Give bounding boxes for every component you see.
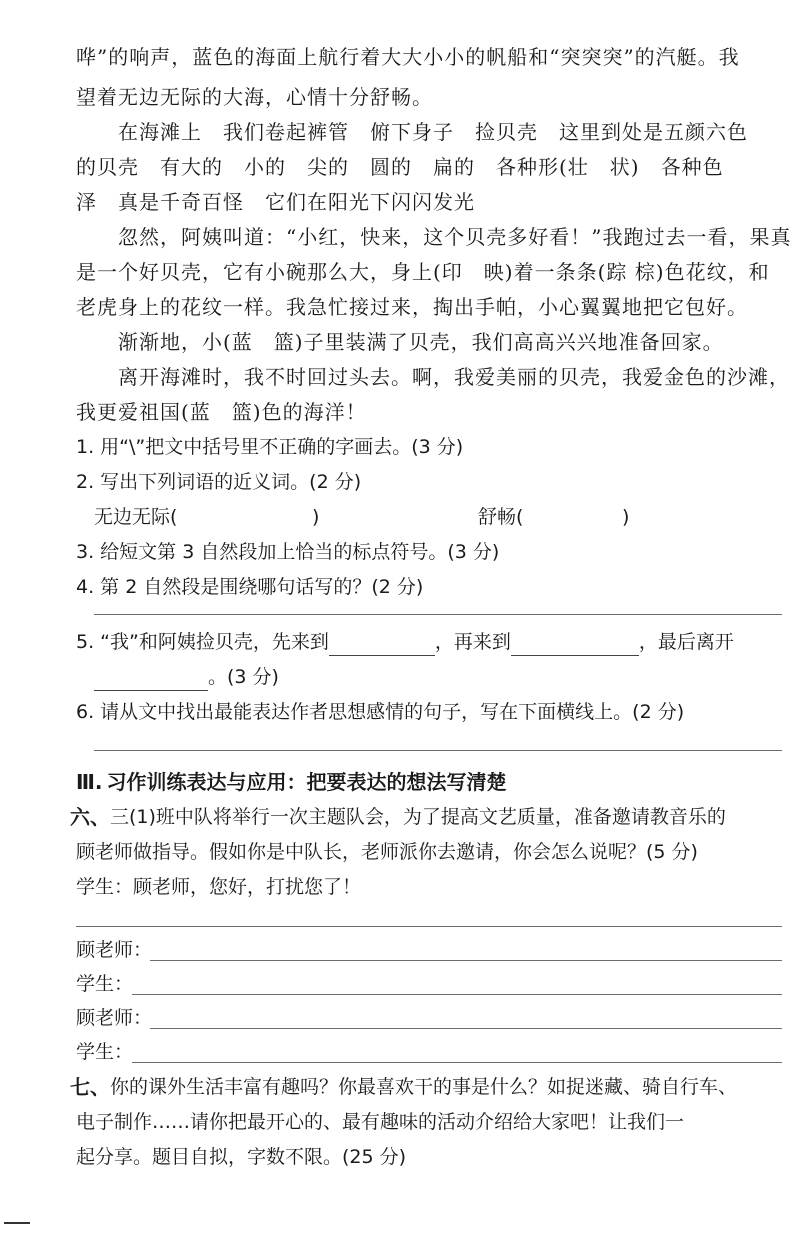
task-7-line-2: 电子制作……请你把最开心的、最有趣味的活动介绍给大家吧！让我们一 bbox=[76, 1111, 685, 1133]
task-7-number: 七、 bbox=[70, 1075, 110, 1099]
answer-line-q6[interactable] bbox=[94, 750, 782, 751]
question-2: 2. 写出下列词语的近义词。(2 分) bbox=[76, 471, 362, 493]
question-5-part4: 。(3 分) bbox=[208, 666, 279, 688]
question-5-part3: ，最后离开 bbox=[638, 631, 734, 653]
question-4: 4. 第 2 自然段是围绕哪句话写的？(2 分) bbox=[76, 576, 424, 598]
answer-blank-q5-first[interactable] bbox=[329, 633, 435, 656]
section-3-heading bbox=[76, 768, 507, 796]
answer-line-q4[interactable] bbox=[94, 614, 782, 615]
story-line-6: 忽然，阿姨叫道：“小红，快来，这个贝壳多好看！”我跑过去一看，果真 bbox=[118, 225, 792, 249]
synonym-close-2: ) bbox=[622, 506, 630, 528]
synonym-word-1: 无边无际( bbox=[94, 506, 178, 528]
story-line-5: 泽 真是千奇百怪 它们在阳光下闪闪发光 bbox=[76, 190, 475, 214]
task-6-number: 六、 bbox=[70, 805, 110, 829]
story-line-9: 渐渐地，小(蓝 篮)子里装满了贝壳，我们高高兴兴地准备回家。 bbox=[118, 330, 724, 354]
synonym-word-2: 舒畅( bbox=[478, 506, 524, 528]
story-line-2: 望着无边无际的大海，心情十分舒畅。 bbox=[76, 85, 433, 109]
answer-blank-q5-second[interactable] bbox=[511, 633, 639, 656]
section-3-numeral: Ⅲ. bbox=[76, 770, 103, 794]
dialogue-answer-line-2[interactable] bbox=[150, 960, 782, 961]
task-7-line-1: 你的课外生活丰富有趣吗？你最喜欢干的事是什么？如捉迷藏、骑自行车、 bbox=[110, 1076, 738, 1098]
story-line-7: 是一个好贝壳，它有小碗那么大，身上(印 映)着一条条(踪 棕)色花纹，和 bbox=[76, 260, 770, 284]
question-5-part1: 5. “我”和阿姨捡贝壳，先来到 bbox=[76, 631, 329, 653]
story-line-10: 离开海滩时，我不时回过头去。啊，我爱美丽的贝壳，我爱金色的沙滩， bbox=[118, 365, 790, 389]
question-5-cont bbox=[94, 663, 279, 691]
dialogue-answer-line-4[interactable] bbox=[150, 1028, 782, 1029]
teacher-label-1: 顾老师： bbox=[76, 939, 153, 961]
task-7-line-3: 起分享。题目自拟，字数不限。(25 分) bbox=[76, 1146, 407, 1168]
story-line-4: 的贝壳 有大的 小的 尖的 圆的 扁的 各种形(壮 状) 各种色 bbox=[76, 155, 724, 179]
synonym-close-1: ) bbox=[312, 506, 320, 528]
story-line-3: 在海滩上 我们卷起裤管 俯下身子 捡贝壳 这里到处是五颜六色 bbox=[118, 120, 748, 144]
teacher-label-2: 顾老师： bbox=[76, 1007, 153, 1029]
answer-blank-q5-third[interactable] bbox=[94, 668, 208, 691]
corner-mark bbox=[4, 1222, 30, 1224]
question-1: 1. 用“\”把文中括号里不正确的字画去。(3 分) bbox=[76, 436, 464, 458]
story-line-1: 哗”的响声，蓝色的海面上航行着大大小小的帆船和“突突突”的汽艇。我 bbox=[76, 45, 740, 69]
question-5 bbox=[76, 628, 734, 656]
student-label-2: 学生： bbox=[76, 1041, 134, 1063]
question-6: 6. 请从文中找出最能表达作者思想感情的句子，写在下面横线上。(2 分) bbox=[76, 701, 685, 723]
task-6-line-2: 顾老师做指导。假如你是中队长，老师派你去邀请，你会怎么说呢？(5 分) bbox=[76, 841, 698, 863]
story-line-8: 老虎身上的花纹一样。我急忙接过来，掏出手帕，小心翼翼地把它包好。 bbox=[76, 295, 748, 319]
student-label-1: 学生： bbox=[76, 973, 134, 995]
dialogue-answer-line-5[interactable] bbox=[132, 1062, 782, 1063]
question-3: 3. 给短文第 3 自然段加上恰当的标点符号。(3 分) bbox=[76, 541, 500, 563]
story-line-11: 我更爱祖国(蓝 篮)色的海洋！ bbox=[76, 400, 367, 424]
dialogue-answer-line-3[interactable] bbox=[132, 994, 782, 995]
question-5-part2: ，再来到 bbox=[434, 631, 511, 653]
dialogue-answer-line-1[interactable] bbox=[76, 926, 782, 927]
task-6-line-1: 三(1)班中队将举行一次主题队会，为了提高文艺质量，准备邀请教音乐的 bbox=[110, 806, 726, 828]
section-3-title: 习作训练表达与应用：把要表达的想法写清楚 bbox=[106, 770, 507, 794]
task-6-line-3: 学生：顾老师，您好，打扰您了！ bbox=[76, 876, 362, 898]
